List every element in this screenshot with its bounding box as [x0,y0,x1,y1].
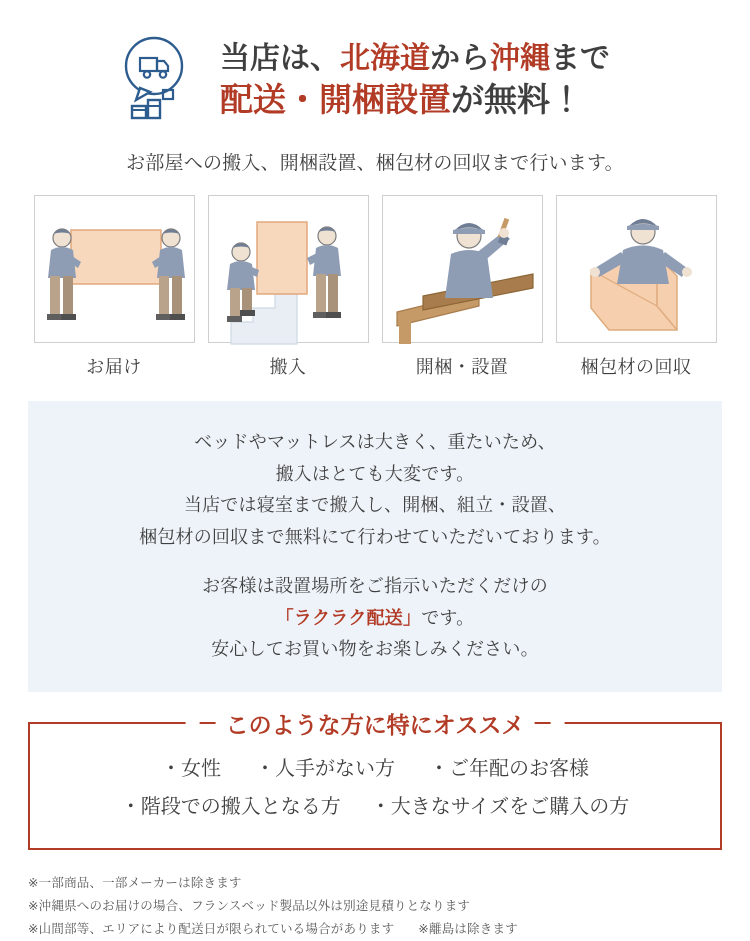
worker-assembling-bed-icon [382,195,543,343]
note-3: ※山間部等、エリアにより配送日が限られている場合があります [28,921,395,936]
note-4: ※離島は除きます [418,921,518,936]
message-line-6-tail: です。 [421,607,475,628]
message-line-2: 搬入はとても大変です。 [275,463,475,484]
recommend-box [28,711,722,850]
recommend-title-wrap [186,707,565,740]
rakuraku-highlight: 「ラクラク配送」 [275,607,422,628]
step-2 [208,195,369,379]
step-1 [34,195,195,379]
step-4-label: 梱包材の回収 [580,357,692,377]
message-line-1: ベッドやマットレスは大きく、重たいため、 [194,432,556,452]
notes-block [28,872,722,941]
headline-line2-tail: が無料！ [451,81,583,119]
recommend-row-2 [40,788,710,826]
step-3-label: 開梱・設置 [415,357,509,377]
step-2-label: 搬入 [269,357,307,377]
recommend-item-3: ・ご年配のお客様 [429,757,589,780]
message-box [28,401,722,692]
headline-line1-prefix: 当店は、 [220,41,340,75]
dash-right-icon [534,722,550,724]
note-2: ※沖縄県へのお届けの場合、フランスベッド製品以外は別途見積りとなります [28,898,471,913]
recommend-item-5: ・大きなサイズをご購入の方 [370,795,630,818]
headline-subtitle: お部屋への搬入、開梱設置、梱包材の回収まで行います。 [126,153,624,174]
headline-line1-accent: 北海道 [340,41,430,75]
recommend-title: このような方に特にオススメ [225,711,525,738]
recommend-item-2: ・人手がない方 [255,757,395,780]
dash-left-icon [200,722,216,724]
message-line-3: 当店では寝室まで搬入し、開梱、組立・設置、 [183,495,567,515]
movers-on-stairs-icon [208,195,369,343]
message-paragraph-1 [38,427,712,553]
headline-line1-suffix: まで [550,41,610,75]
step-4 [556,195,717,379]
headline-line1-accent2: 沖縄 [490,41,550,75]
notes-row-3 [28,918,722,941]
recommend-item-1: ・女性 [161,757,221,780]
message-paragraph-2 [38,571,712,666]
message-line-4: 梱包材の回収まで無料にて行わせていただいております。 [139,526,611,547]
note-1: ※一部商品、一部メーカーは除きます [28,875,242,890]
delivery-steps [28,195,722,379]
delivery-truck-icon [110,30,210,130]
headline-line-2 [220,79,722,120]
two-movers-carrying-box-icon [34,195,195,343]
headline-text [216,40,722,121]
step-1-label: お届け [86,357,142,377]
message-line-7: 安心してお買い物をお楽しみください。 [211,639,539,659]
headline-line2-main: 配送・開梱設置 [220,81,451,119]
worker-collecting-packaging-icon [556,195,717,343]
headline-line-1 [220,40,722,78]
recommend-item-4: ・階段での搬入となる方 [120,795,341,818]
step-3 [382,195,543,379]
recommend-row-1 [40,750,710,788]
message-line-5: お客様は設置場所をご指示いただくだけの [202,576,548,596]
headline-block [28,0,722,130]
headline-line1-mid: から [430,41,490,75]
